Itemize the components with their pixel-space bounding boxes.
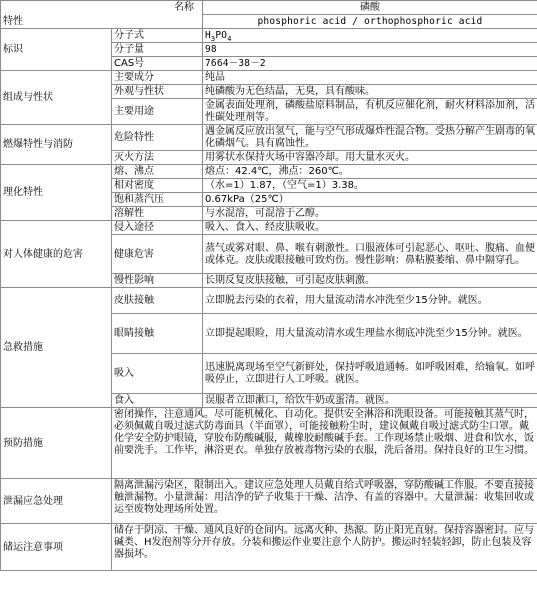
section-label-prevention: 预防措施 <box>1 408 112 479</box>
field-value: 立即脱去污染的衣着，用大量流动清水冲洗至少15分钟。就医。 <box>203 288 537 314</box>
header-row-1 <box>1 1 537 15</box>
field-label: 溶解性 <box>112 207 203 221</box>
field-label: 食入 <box>112 394 203 408</box>
field-label: 健康危害 <box>112 235 203 274</box>
field-value: 0.67kPa（25℃） <box>203 193 537 207</box>
field-value: 立即提起眼睑，用大量流动清水或生理盐水彻底冲洗至少15分钟。就医。 <box>203 314 537 354</box>
field-label: 吸入 <box>112 354 203 394</box>
leak-row <box>1 479 537 524</box>
field-label: 侵入途径 <box>112 221 203 235</box>
field-label: 熔、沸点 <box>112 165 203 179</box>
storage-row <box>1 524 537 571</box>
firstaid-row-skin <box>1 288 537 314</box>
field-value: 用雾状水保持火场中容器冷却。用大量水灭火。 <box>203 151 537 165</box>
field-label: 相对密度 <box>112 179 203 193</box>
field-label: 分子量 <box>112 43 203 57</box>
section-label-physical: 理化特性 <box>1 165 112 221</box>
field-label: 主要用途 <box>112 99 203 125</box>
field-value: 与水混溶，可混溶于乙醇。 <box>203 207 537 221</box>
header-row-2 <box>1 15 537 29</box>
field-value: 误服者立即漱口，给饮牛奶或蛋清。就医。 <box>203 394 537 408</box>
header-property-label: 特性 <box>1 15 203 29</box>
field-label: 眼睛接触 <box>112 314 203 354</box>
field-value: 7664－38－2 <box>203 57 537 71</box>
field-label: 灭火方法 <box>112 151 203 165</box>
field-label: 慢性影响 <box>112 274 203 288</box>
section-label-firstaid: 急救措施 <box>1 288 112 408</box>
field-label: 主要成分 <box>112 71 203 85</box>
header-name-label: 名称 <box>1 1 203 15</box>
prevention-text: 密闭操作，注意通风。尽可能机械化、自动化。提供安全淋浴和洗眼设备。可能接触其蒸气时，必须佩戴自吸过滤式防毒面具（半面罩），可能接触粉尘时，建议佩戴自吸过滤式防尘口罩。戴化学安全防护眼镜，穿胶布防酸碱服，戴橡胶耐酸碱手套。工作现场禁止吸烟、进食和饮水，饭前要洗手。工作毕，淋浴更衣。单独存放被毒物污染的衣服，洗后备用。保持良好的卫生习惯。 <box>112 408 537 479</box>
field-label: 饱和蒸汽压 <box>112 193 203 207</box>
field-label: 外观与性状 <box>112 85 203 99</box>
section-label-health: 对人体健康的危害 <box>1 221 112 288</box>
field-value: 纯磷酸为无色结晶，无臭，具有酸味。 <box>203 85 537 99</box>
field-value: 98 <box>203 43 537 57</box>
field-value: 迅速脱离现场至空气新鲜处，保持呼吸道通畅。如呼吸困难，给输氧。如呼吸停止，立即进行人工呼吸。就医。 <box>203 354 537 394</box>
field-value: 遇金属反应放出氢气，能与空气形成爆炸性混合物。受热分解产生剧毒的氧化磷烟气。具有腐蚀性。 <box>203 125 537 151</box>
identity-row-formula <box>1 29 537 43</box>
field-label: 危险特性 <box>112 125 203 151</box>
section-label-identity: 标识 <box>1 29 112 71</box>
section-label-storage: 储运注意事项 <box>1 524 112 571</box>
field-value: （水=1）1.87，（空气=1）3.38。 <box>203 179 537 193</box>
fire-row-hazard <box>1 125 537 151</box>
field-value: 纯品 <box>203 71 537 85</box>
field-value: 金属表面处理剂，磷酸盐原料制品，有机反应催化剂，耐火材料添加剂，活性碳处理剂等。 <box>203 99 537 125</box>
leak-text: 隔离泄漏污染区，限制出入。建议应急处理人员戴自给式呼吸器，穿防酸碱工作服。不要直接接触泄漏物。小量泄漏：用洁净的铲子收集于干燥、洁净、有盖的容器中。大量泄漏：收集回收或运至废物处理场所处置。 <box>112 479 537 524</box>
header-cn-name: 磷酸 <box>203 1 537 15</box>
header-en-name: phosphoric acid / orthophosphoric acid <box>203 15 537 29</box>
field-value: 熔点：42.4℃，沸点：260℃。 <box>203 165 537 179</box>
section-label-leak: 泄漏应急处理 <box>1 479 112 524</box>
field-label: 分子式 <box>112 29 203 43</box>
storage-text: 储存于阴凉、干燥、通风良好的仓间内。远离火种、热源。防止阳光直射。保持容器密封。应与碱类、H发泡剂等分开存放。分装和搬运作业要注意个人防护。搬运时轻装轻卸，防止包装及容器损坏。 <box>112 524 537 571</box>
prevention-row <box>1 408 537 479</box>
field-label: CAS号 <box>112 57 203 71</box>
field-value: 长期反复皮肤接触，可引起皮肤刺激。 <box>203 274 537 288</box>
field-value-formula: $H_3PO_4$ <box>203 29 537 43</box>
physical-row-mp <box>1 165 537 179</box>
composition-row-main <box>1 71 537 85</box>
health-row-route <box>1 221 537 235</box>
field-value: 吸入、食入、经皮肤吸收。 <box>203 221 537 235</box>
field-label: 皮肤接触 <box>112 288 203 314</box>
field-value: 蒸气或雾对眼、鼻、喉有刺激性。口服液体可引起恶心、呕吐、腹痛、血便或体克。皮肤或眼接触可致灼伤。慢性影响：鼻粘膜萎缩、鼻中隔穿孔。 <box>203 235 537 274</box>
section-label-composition: 组成与性状 <box>1 71 112 125</box>
section-label-fire: 燃爆特性与消防 <box>1 125 112 165</box>
